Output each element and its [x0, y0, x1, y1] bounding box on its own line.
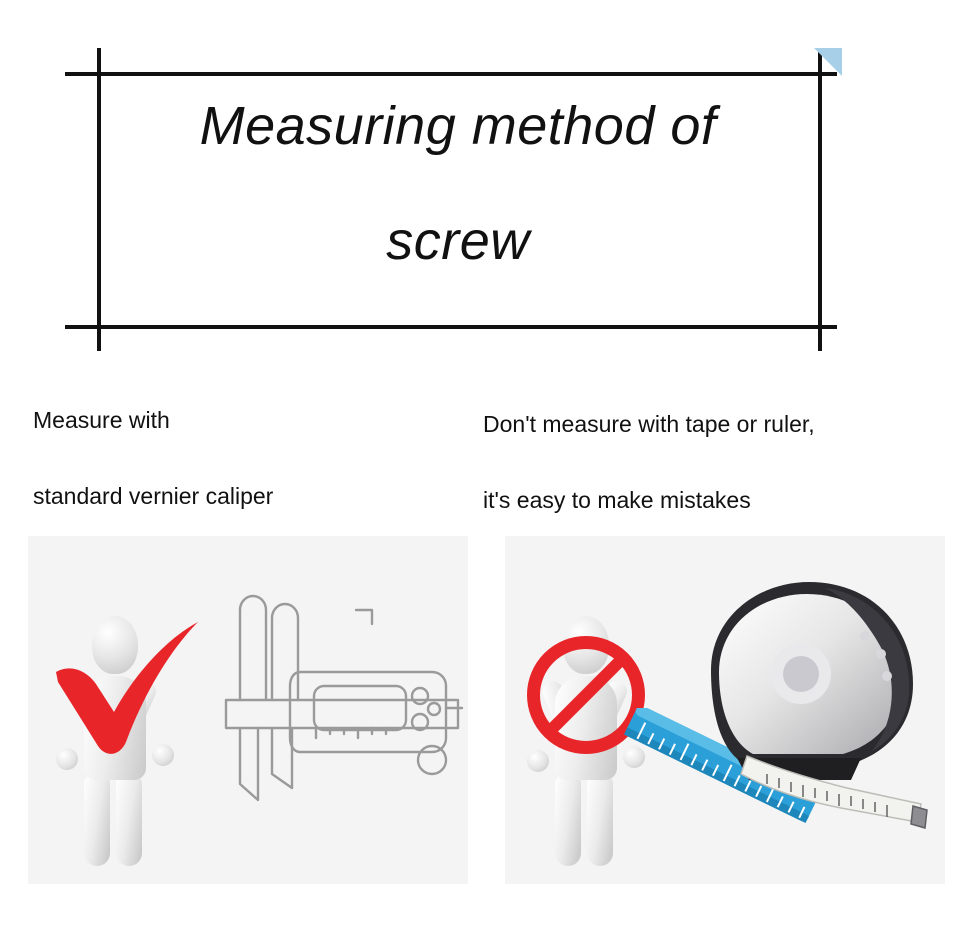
- panel-correct-method: [28, 536, 468, 884]
- tape-measure-icon: [675, 574, 931, 844]
- frame-line-bottom: [65, 325, 837, 329]
- figure-leg-left: [555, 774, 581, 866]
- caption-incorrect-line-2: it's easy to make mistakes: [483, 487, 751, 513]
- corner-flag-icon: [814, 48, 842, 76]
- vernier-caliper-icon: [196, 588, 464, 820]
- figure-hand-left: [527, 750, 549, 772]
- figure-leg-right: [587, 774, 613, 866]
- page-title-line-1: Measuring method of: [199, 96, 717, 156]
- figure-leg-left: [84, 774, 110, 866]
- figure-leg-right: [116, 774, 142, 866]
- caption-incorrect-line-1: Don't measure with tape or ruler,: [483, 411, 815, 437]
- caption-correct-line-1: Measure with: [33, 407, 170, 433]
- caption-correct-line-2: standard vernier caliper: [33, 483, 274, 509]
- page-title: [97, 92, 819, 276]
- frame-line-top: [65, 72, 837, 76]
- check-mark-icon: [52, 620, 202, 760]
- caption-correct: [33, 382, 273, 534]
- panel-incorrect-method: [505, 536, 945, 884]
- caption-incorrect: [483, 386, 815, 538]
- page-title-line-2: screw: [386, 211, 530, 272]
- caption-row: [0, 382, 960, 522]
- title-banner: [0, 0, 960, 360]
